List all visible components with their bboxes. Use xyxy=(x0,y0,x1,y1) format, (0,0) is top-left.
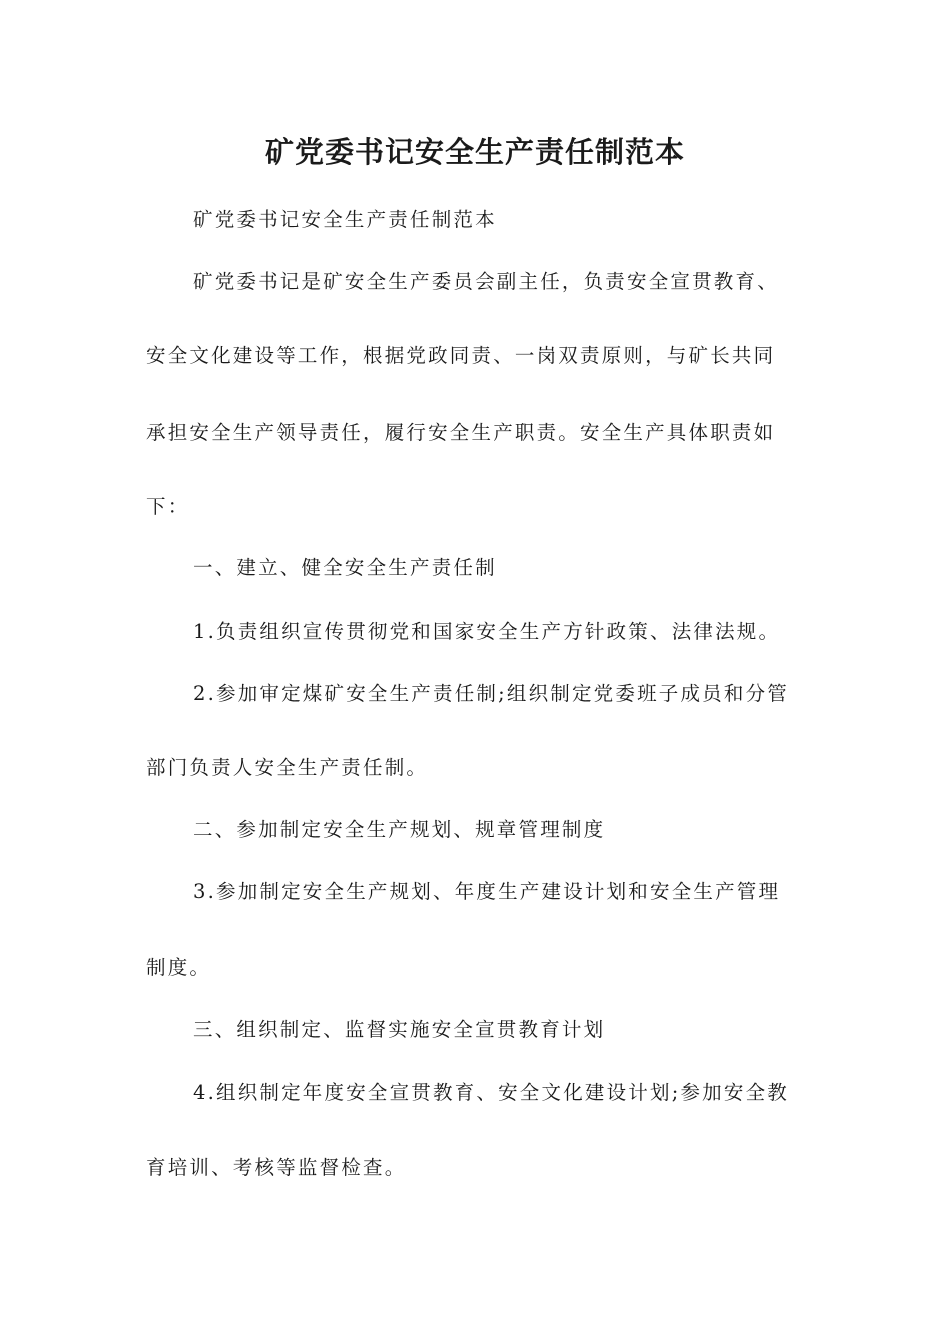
section-heading: 二、参加制定安全生产规划、规章管理制度 xyxy=(193,818,606,841)
paragraph-line: 承担安全生产领导责任，履行安全生产职责。安全生产具体职责如 xyxy=(146,421,776,444)
subtitle-line: 矿党委书记安全生产责任制范本 xyxy=(193,208,497,231)
paragraph-line: 安全文化建设等工作，根据党政同责、一岗双责原则，与矿长共同 xyxy=(146,344,776,367)
list-item: 2.参加审定煤矿安全生产责任制;组织制定党委班子成员和分管 xyxy=(193,682,789,705)
section-heading: 一、建立、健全安全生产责任制 xyxy=(193,556,497,579)
paragraph-line: 育培训、考核等监督检查。 xyxy=(146,1156,407,1179)
list-item: 4.组织制定年度安全宣贯教育、安全文化建设计划;参加安全教 xyxy=(193,1081,789,1104)
paragraph-line: 下： xyxy=(146,495,190,518)
list-item: 3.参加制定安全生产规划、年度生产建设计划和安全生产管理 xyxy=(193,880,781,903)
paragraph-line: 部门负责人安全生产责任制。 xyxy=(146,756,429,779)
document-title: 矿党委书记安全生产责任制范本 xyxy=(264,135,685,169)
paragraph-line: 制度。 xyxy=(146,956,212,979)
list-item: 1.负责组织宣传贯彻党和国家安全生产方针政策、法律法规。 xyxy=(193,620,781,643)
section-heading: 三、组织制定、监督实施安全宣贯教育计划 xyxy=(193,1018,606,1041)
paragraph-line: 矿党委书记是矿安全生产委员会副主任，负责安全宣贯教育、 xyxy=(193,270,779,293)
